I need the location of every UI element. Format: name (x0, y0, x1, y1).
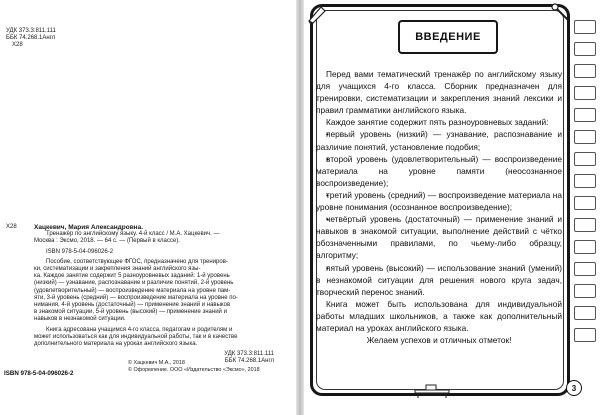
book-doodle-icon (574, 42, 596, 56)
desk-doodle-icon (414, 384, 450, 398)
udk-code-bottom: УДК 373.3:811.111 (224, 351, 274, 358)
copyright-publisher: © Оформление. ООО «Издательство «Эксмо», 2018 (128, 367, 260, 374)
abstract-line: навыков в незнакомой ситуации. (34, 316, 126, 323)
notebook-doodle-icon (574, 64, 596, 78)
section-title: ВВЕДЕНИЕ (398, 20, 498, 54)
level-item: • первый уровень (низкий) — узнавание, распознавание и различие понятий, установление подобия; (316, 128, 562, 152)
level-item: • второй уровень (удовлетворительный) — воспроизведение материала на уровне памяти (неосознанное воспроизведение); (316, 153, 562, 189)
book-description-line: Тренажёр по английскому языку. 4-й класс / М.А. Хацкевич. — (46, 231, 220, 238)
page-number: 3 (566, 380, 582, 396)
levels-list (316, 128, 562, 297)
intro-paragraph: Каждое занятие содержит пять разноуровневых заданий: (326, 117, 549, 128)
ruler-doodle-icon (574, 108, 596, 122)
book-gutter (296, 0, 304, 415)
notebook-doodle-icon (574, 152, 596, 166)
bbk-code-bottom: ББК 74.268.1Англ (224, 358, 274, 365)
copyright-author: © Хацкевич М.А., 2018 (128, 360, 185, 366)
intro-paragraph: Перед вами тематический тренажёр по английскому языку для учащихся 4-го класса. Сборник предназначен для тренировки, систематизации и закрепления знаний лексики и правил грамматики английского языка. (316, 69, 562, 116)
abstract-line: нимания, 4-й уровень (достаточный) — применение знаний и навыков (34, 302, 231, 309)
right-page (304, 0, 600, 415)
abstract-line: яти, 3-й уровень (средний) — воспроизведение материала на уровне по- (34, 294, 238, 301)
notebook-doodle-icon (574, 218, 596, 232)
audience-line: может использоваться как для индивидуальной работы, так и в качестве (34, 333, 238, 340)
isbn-line: ISBN 978-5-04-096026-2 (46, 248, 114, 255)
book-doodle-icon (574, 130, 596, 144)
level-item: • третий уровень (средний) — воспроизведение материала на уровне понимания (осознанное воспроизведение); (316, 189, 562, 213)
ruler-doodle-icon (574, 262, 596, 276)
abstract-line: в знакомой ситуации, 5-й уровень (высокий) — применение знаний и (34, 309, 227, 316)
catalog-card (34, 224, 274, 366)
author-name: Хацкевич, Мария Александровна. (34, 224, 144, 231)
author-mark-side: Х28 (6, 224, 17, 230)
isbn-bottom: ISBN 978-5-04-096026-2 (4, 370, 74, 377)
book-doodle-icon (574, 196, 596, 210)
catalog-header (6, 28, 56, 50)
intro-paragraph: Книга может быть использована для индивидуальной работы младших школьников, а также как дополнительный материал на уроках английского языка. (316, 298, 562, 333)
udk-code: УДК 373.3:811.111 (6, 28, 56, 34)
pencil-doodle-icon (306, 2, 328, 24)
abstract-line: ки, систематизации и закрепления знаний английского язы- (34, 266, 201, 273)
abstract-line: (низкий) — узнавание, распознавание и различие понятий, 2-й уровень (34, 280, 234, 287)
book-doodle-icon (574, 20, 596, 34)
level-item: • пятый уровень (высокий) — использование знаний (умений) в незнакомой ситуации для решения нового круга задач, творческий перенос знаний. (316, 262, 562, 298)
book-doodle-icon (574, 328, 596, 342)
book-doodle-icon (574, 86, 596, 100)
book-doodle-icon (574, 240, 596, 254)
brush-doodle-icon (550, 2, 572, 24)
audience-line: дополнительного материала на уроках английского языка. (34, 341, 198, 348)
bbk-code: ББК 74.268.1Англ (6, 35, 56, 42)
audience-line: Книга адресована учащимся 4-го класса, педагогам и родителям и (46, 326, 233, 333)
abstract (34, 259, 274, 324)
left-page (0, 0, 296, 415)
level-item: • четвёртый уровень (достаточный) — применение знаний и навыков в знакомой ситуации, выполнение действий с чётко обозначенными правилами, по чьему-либо образцу, алгоритму; (316, 213, 562, 261)
introduction-text (316, 68, 562, 346)
book-doodle-icon (574, 284, 596, 298)
abstract-line: Пособие, соответствующее ФГОС, предназначено для трениров- (46, 258, 228, 265)
audience-note (34, 327, 274, 349)
book-doodle-icon (574, 174, 596, 188)
author-mark: Х28 (12, 42, 23, 49)
closing-wish: Желаем успехов и отличных отметок! (366, 335, 512, 346)
book-description-line: Москва : Эксмо, 2018. — 64 с. — (Первый в классе). (34, 238, 180, 245)
copyright (128, 360, 260, 375)
decorative-side-strip (572, 20, 598, 370)
notebook-doodle-icon (574, 306, 596, 320)
abstract-line: ка. Каждое занятие содержит 5 разноуровневых заданий: 1-й уровень (34, 273, 230, 280)
abstract-line: (удовлетворительный) — воспроизведение материала на уровне пам- (34, 287, 231, 294)
